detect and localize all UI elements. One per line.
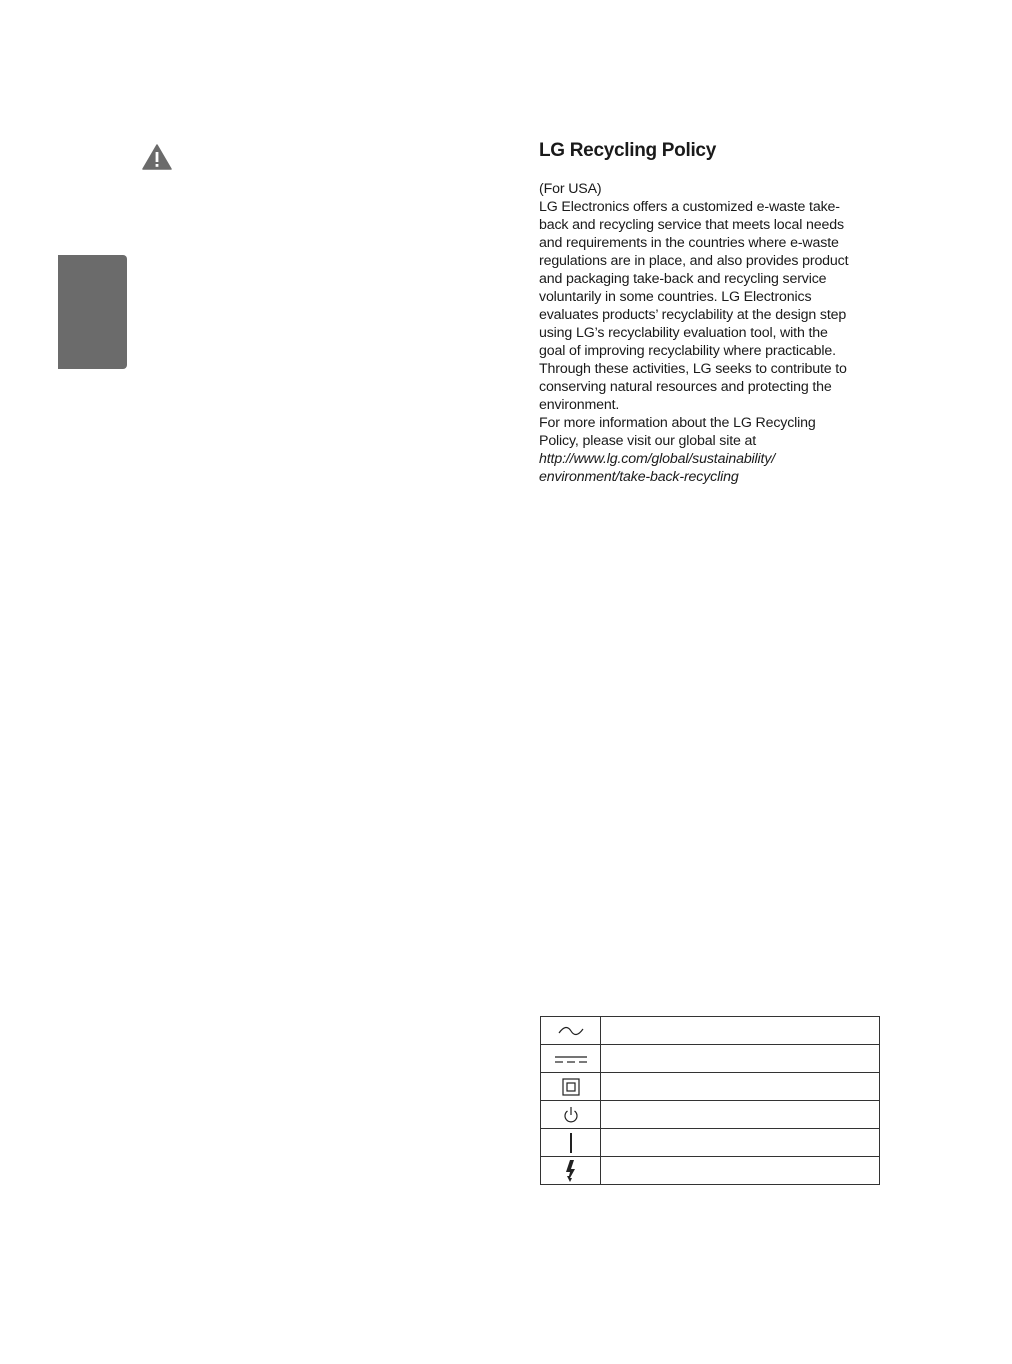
on-power-icon <box>568 1132 574 1154</box>
policy-line: using LG’s recyclability evaluation tool, with the <box>539 325 828 341</box>
policy-link-line[interactable]: http://www.lg.com/global/sustainability/ <box>539 451 776 467</box>
policy-title: LG Recycling Policy <box>539 140 716 161</box>
warning-icon <box>142 144 172 170</box>
policy-line: LG Electronics offers a customized e-waste take- <box>539 199 840 215</box>
ac-current-icon <box>558 1025 584 1037</box>
policy-line: and packaging take-back and recycling service <box>539 271 827 287</box>
symbol-cell <box>541 1017 601 1045</box>
class-ii-equipment-icon <box>562 1078 580 1096</box>
table-row <box>541 1045 880 1073</box>
symbol-description <box>601 1045 880 1073</box>
standby-icon <box>562 1106 580 1124</box>
policy-line: voluntarily in some countries. LG Electronics <box>539 289 812 305</box>
symbol-description <box>601 1017 880 1045</box>
recycling-policy-section <box>539 140 884 486</box>
policy-body <box>539 180 884 486</box>
policy-line: regulations are in place, and also provides product <box>539 253 849 269</box>
symbols-table <box>540 1016 880 1185</box>
symbol-cell <box>541 1073 601 1101</box>
policy-line: Through these activities, LG seeks to contribute to <box>539 361 847 377</box>
policy-line: environment. <box>539 397 620 413</box>
table-row <box>541 1129 880 1157</box>
policy-line: goal of improving recyclability where practicable. <box>539 343 836 359</box>
symbol-cell <box>541 1157 601 1185</box>
dangerous-voltage-icon <box>565 1159 577 1183</box>
policy-line: back and recycling service that meets local needs <box>539 217 844 233</box>
table-row <box>541 1101 880 1129</box>
symbol-description <box>601 1129 880 1157</box>
table-row <box>541 1157 880 1185</box>
symbol-description <box>601 1157 880 1185</box>
symbol-cell <box>541 1101 601 1129</box>
table-row <box>541 1017 880 1045</box>
policy-line: Policy, please visit our global site at <box>539 433 757 449</box>
language-side-tab <box>58 255 127 369</box>
policy-link-line[interactable]: environment/take-back-recycling <box>539 469 739 485</box>
symbol-description <box>601 1101 880 1129</box>
symbol-description <box>601 1073 880 1101</box>
policy-line: evaluates products’ recyclability at the design step <box>539 307 847 323</box>
policy-line: For more information about the LG Recycling <box>539 415 816 431</box>
dc-current-icon <box>554 1054 588 1064</box>
policy-line: conserving natural resources and protecting the <box>539 379 832 395</box>
policy-line: (For USA) <box>539 181 602 197</box>
symbol-cell <box>541 1129 601 1157</box>
policy-line: and requirements in the countries where e-waste <box>539 235 839 251</box>
table-row <box>541 1073 880 1101</box>
symbol-cell <box>541 1045 601 1073</box>
